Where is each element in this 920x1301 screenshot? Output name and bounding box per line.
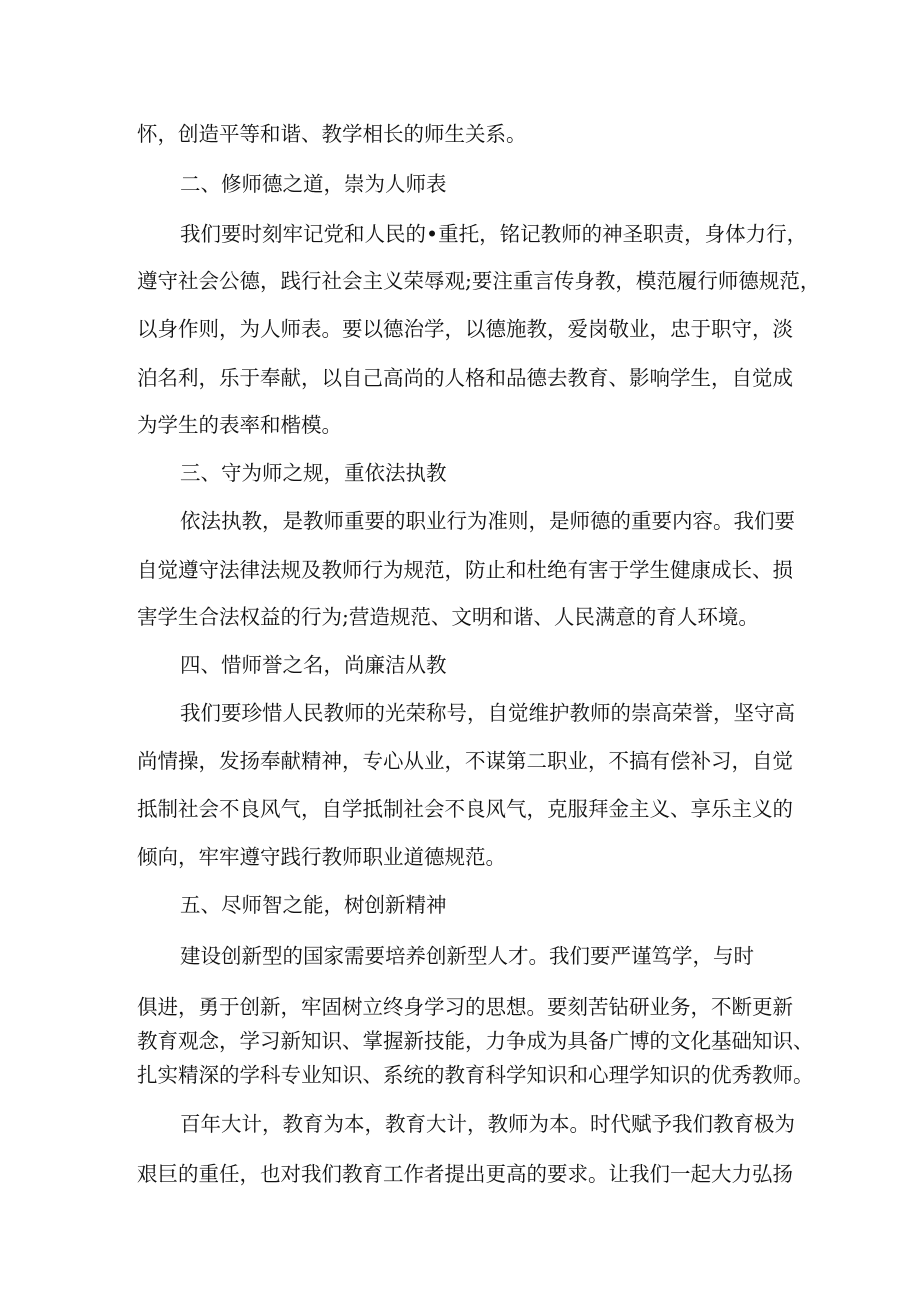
section-heading: 四、惜师誉之名，尚廉洁从教 [180,653,447,677]
text-line: 我们要时刻牢记党和人民的•重托，铭记教师的神圣职责，身体力行， [180,222,808,246]
section-heading: 二、修师德之道，崇为人师表 [180,172,447,196]
section-heading: 三、守为师之规，重依法执教 [180,461,447,485]
text-line: 我们要珍惜人民教师的光荣称号，自觉维护教师的崇高荣誉，坚守高 [180,701,795,725]
text-line: 依法执教，是教师重要的职业行为准则，是师德的重要内容。我们要 [180,509,795,533]
text-line: 遵守社会公德，践行社会主义荣辱观;要注重言传身教，模范履行师德规范， [137,269,821,293]
text-line: 俱进，勇于创新，牢固树立终身学习的思想。要刻苦钻研业务，不断更新 [137,995,793,1019]
text-line: 倾向，牢牢遵守践行教师职业道德规范。 [137,845,506,869]
text-line: 抵制社会不良风气，自学抵制社会不良风气，克服拜金主义、享乐主义的 [137,797,793,821]
text-line: 尚情操，发扬奉献精神，专心从业，不谋第二职业，不搞有偿补习，自觉 [137,749,793,773]
text-line: 百年大计，教育为本，教育大计，教师为本。时代赋予我们教育极为 [180,1112,795,1136]
text-line: 自觉遵守法律法规及教师行为规范，防止和杜绝有害于学生健康成长、损 [137,558,793,582]
text-line: 泊名利，乐于奉献，以自己高尚的人格和品德去教育、影响学生，自觉成 [137,366,793,390]
text-line: 建设创新型的国家需要培养创新型人才。我们要严谨笃学，与时 [180,944,754,968]
text-line: 扎实精深的学科专业知识、系统的教育科学知识和心理学知识的优秀教师。 [137,1063,814,1087]
text-line: 害学生合法权益的行为;营造规范、文明和谐、人民满意的育人环境。 [137,605,759,629]
text-line: 怀，创造平等和谐、教学相长的师生关系。 [137,122,527,146]
text-line: 艰巨的重任，也对我们教育工作者提出更高的要求。让我们一起大力弘扬 [137,1162,793,1186]
text-line: 以身作则，为人师表。要以德治学，以德施教，爱岗敬业，忠于职守，淡 [137,317,793,341]
text-line: 为学生的表率和楷模。 [137,413,342,437]
section-heading: 五、尽师智之能，树创新精神 [180,893,447,917]
text-line: 教育观念，学习新知识、掌握新技能，力争成为具备广博的文化基础知识、 [137,1029,814,1053]
